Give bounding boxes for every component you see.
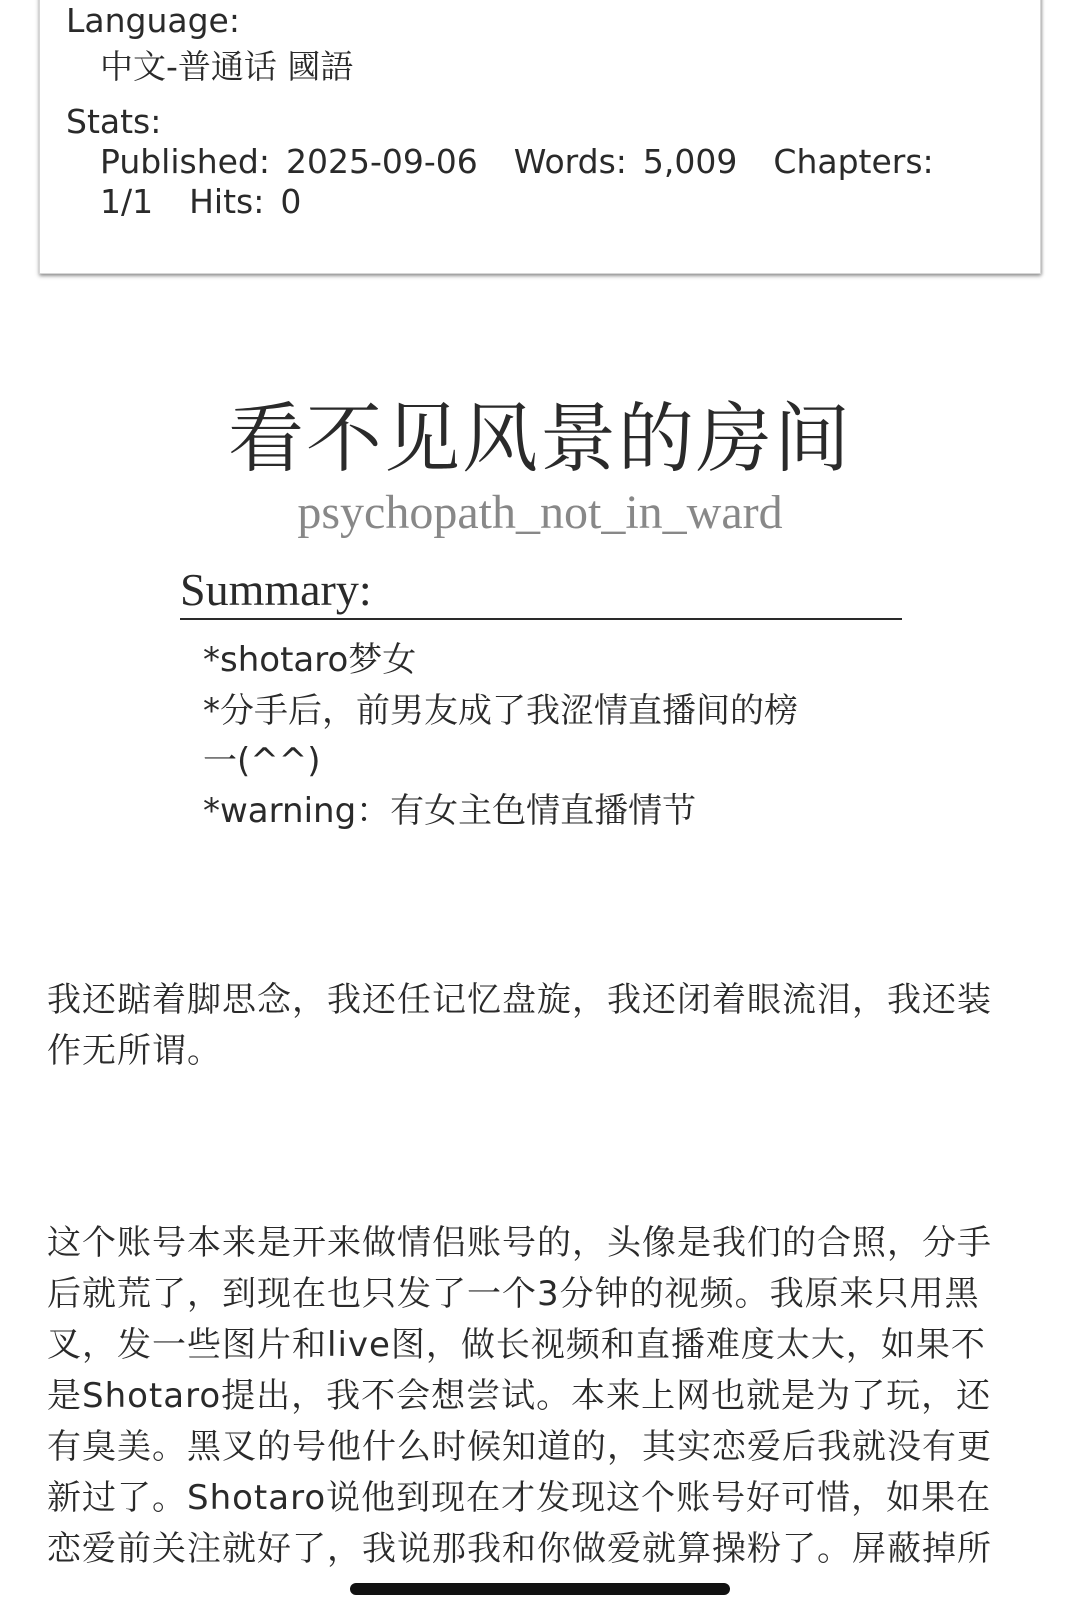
language-value: 中文-普通话 國語 <box>100 47 354 86</box>
chapter-paragraph-2 <box>47 1218 1037 1575</box>
words-label: Words: <box>513 142 627 181</box>
published-value: 2025-09-06 <box>286 142 478 181</box>
words-value: 5,009 <box>642 142 738 181</box>
paragraph-line: 是Shotaro提出，我不会想尝试。本来上网也就是为了玩，还 <box>47 1376 992 1416</box>
language-label: Language: <box>66 1 240 40</box>
paragraph-line: 这个账号本来是开来做情侣账号的，头像是我们的合照，分手 <box>47 1223 992 1263</box>
author-link[interactable]: psychopath_not_in_ward <box>297 486 783 539</box>
work-title: 看不见风景的房间 <box>228 394 852 483</box>
work-meta-box <box>39 0 1041 274</box>
summary-heading: Summary: <box>180 562 902 620</box>
summary-line: 一(^^) <box>203 741 321 781</box>
redaction-bar <box>350 1583 730 1595</box>
paragraph-line: 我还踮着脚思念，我还任记忆盘旋，我还闭着眼流泪，我还装 <box>47 980 992 1020</box>
published-label: Published: <box>100 142 270 181</box>
paragraph-line: 作无所谓。 <box>47 1031 222 1071</box>
paragraph-line: 恋爱前关注就好了，我说那我和你做爱就算操粉了。屏蔽掉所 <box>47 1529 992 1569</box>
stats-line-1 <box>100 142 934 181</box>
summary-line: *warning：有女主色情直播情节 <box>203 791 697 831</box>
summary-line: *shotaro梦女 <box>203 640 417 680</box>
chapters-label: Chapters: <box>773 142 934 181</box>
paragraph-line: 有臭美。黑叉的号他什么时候知道的，其实恋爱后我就没有更 <box>47 1427 992 1467</box>
paragraph-line: 后就荒了，到现在也只发了一个3分钟的视频。我原来只用黑 <box>47 1274 980 1314</box>
hits-label: Hits: <box>189 182 265 221</box>
paragraph-line: 新过了。Shotaro说他到现在才发现这个账号好可惜，如果在 <box>47 1478 992 1518</box>
chapters-value: 1/1 <box>100 182 154 221</box>
paragraph-line: 叉，发一些图片和live图，做长视频和直播难度太大，如果不 <box>47 1325 986 1365</box>
stats-line-2 <box>100 182 301 221</box>
stats-label: Stats: <box>66 102 162 141</box>
hits-value: 0 <box>280 182 302 221</box>
summary-line: *分手后，前男友成了我涩情直播间的榜 <box>203 691 798 731</box>
chapter-paragraph-1 <box>47 975 1037 1077</box>
